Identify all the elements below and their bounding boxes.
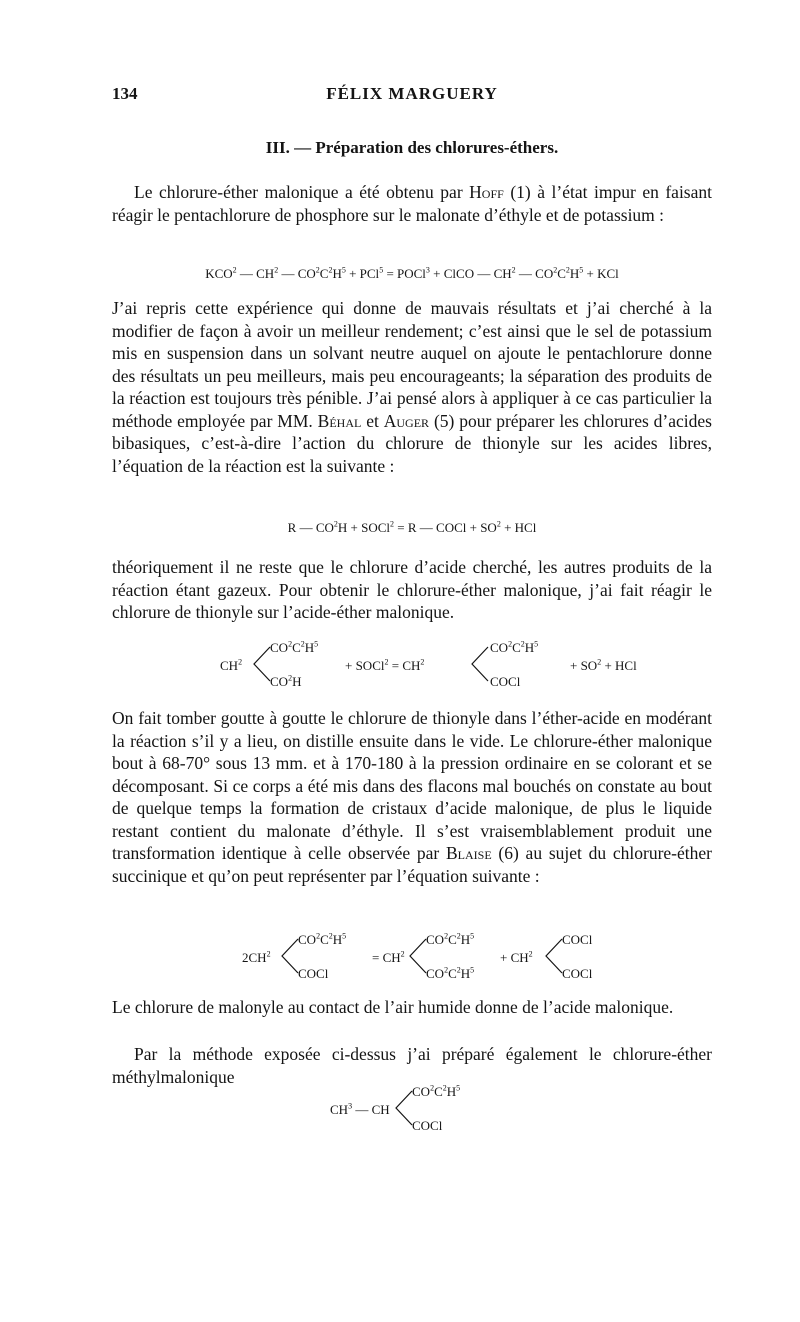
paragraph-5: Le chlorure de malonyle au contact de l’air humide donne de l’acide malonique. [112, 997, 674, 1017]
para1-text-b: (1) à l’état impur en faisant réagir le pentachlorure de phosphore sur le malonate d’éthyle et de potassium : [112, 182, 712, 225]
para1-text-a: Le chlorure-éther malonique a été obtenu par [134, 182, 470, 202]
para2-text-a: J’ai repris cette expérience qui donne de mauvais résultats et j’ai cherché à la modifier de façon à avoir un meilleur rendement; c’est ainsi que le sel de potassium mis en suspension dans un solvant neutre auquel on ajoute le pentachlorure donne des résultats un peu meilleurs, mais peu encourageants; la séparation des produits de la réaction est toujours très pénible. J’ai pensé alors à appliquer à ce cas particulier la méthode employée par MM. [112, 298, 712, 431]
para2-text-c: (5) pour préparer les chlorures d’acides bibasiques, c’est-à-dire l’action du chlorure de thionyle sur les acides libres, l’équation de la réaction est la suivante : [112, 410, 712, 476]
author-blaise: Blaise [445, 843, 492, 863]
paragraph-3: théoriquement il ne reste que le chlorure d’acide cherché, les autres produits de la réaction étant gazeux. Pour obtenir le chlorure-éther malonique, j’ai fait réagir le chlorure de thionyle sur l’acide-éther malonique. [112, 557, 712, 622]
running-title: FÉLIX MARGUERY [326, 84, 498, 103]
structural-equation-2: $2CH^2$ $CO^2C^2H^5$ COCl = $CH^2$ $CO^2C^2H^5$ $CO^2C^2H^5$ + $CH^2$ COCl COCl [242, 931, 593, 981]
page-header [112, 84, 712, 108]
structural-formula-3: $CH^3$ — CH $CO^2C^2H^5$ COCl [330, 1083, 461, 1133]
author-auger: Auger [383, 410, 430, 431]
paragraph-2: J’ai repris cette expérience qui donne de mauvais résultats et j’ai cherché à la modifier de façon à avoir un meilleur rendement; c’est ainsi que le sel de potassium mis en suspension dans un solvant neutre auquel on ajoute le pentachlorure donne des résultats un peu meilleurs, mais peu encourageants; la séparation des produits de la réaction est toujours très pénible. J’ai pensé alors à appliquer à ce cas particulier la méthode employée par MM. Béhal et Auger (5) pour préparer les chlorures d’acides bibasiques, c’est-à-dire l’action du chlorure de thionyle sur les acides libres, l’équation de la réaction est la suivante : [112, 298, 712, 476]
para4-text-a: On fait tomber goutte à goutte le chlorure de thionyle dans l’éther-acide en modérant la réaction s’il y a lieu, on distille ensuite dans le vide. Le chlorure-éther malonique bout à 68-70° sous 13 mm. et à 170-180 à la pression ordinaire en se colorant et se décomposant. Si ce corps a été mis dans des flacons mal bouchés on constate au bout de quelque temps la formation de cristaux d’acide malonique, de plus le liquide restant contient du malonate d’éthyle. Il s’est vraisemblablement produit une transformation identique à celle observée par [112, 708, 712, 863]
para4-text-b: (6) au sujet du chlorure-éther succinique et qu’on peut représenter par l’équation suivante : [112, 843, 712, 886]
page-number: 134 [112, 84, 138, 103]
paragraph-6: Par la méthode exposée ci-dessus j’ai préparé également le chlorure-éther méthylmalonique [112, 1044, 712, 1087]
author-hoff: Hoff [469, 182, 504, 202]
equation-1: KCO$^2$ — $CH^2$ — $CO^2C^2H^5 + PCl^5$ = POCl$^3$ + ClCO — $CH^2$ — $CO^2C^2H^5$ + KCl [205, 265, 619, 281]
equation-2: R — $CO^2H$ + SOCl$^2$ = R — COCl + $SO^2$ + HCl [287, 519, 537, 535]
author-behal: Béhal [317, 410, 362, 431]
paragraph-4 [112, 707, 712, 887]
section-title: III. — Préparation des chlorures-éthers. [265, 138, 559, 157]
structural-equation-1: $CH^2$ $CO^2C^2H^5$ $CO^2H$ + SOCl$^2$ = $CH^2$ $CO^2C^2H^5$ COCl + $SO^2$ + HCl [220, 639, 637, 689]
paragraph-1 [112, 181, 712, 226]
